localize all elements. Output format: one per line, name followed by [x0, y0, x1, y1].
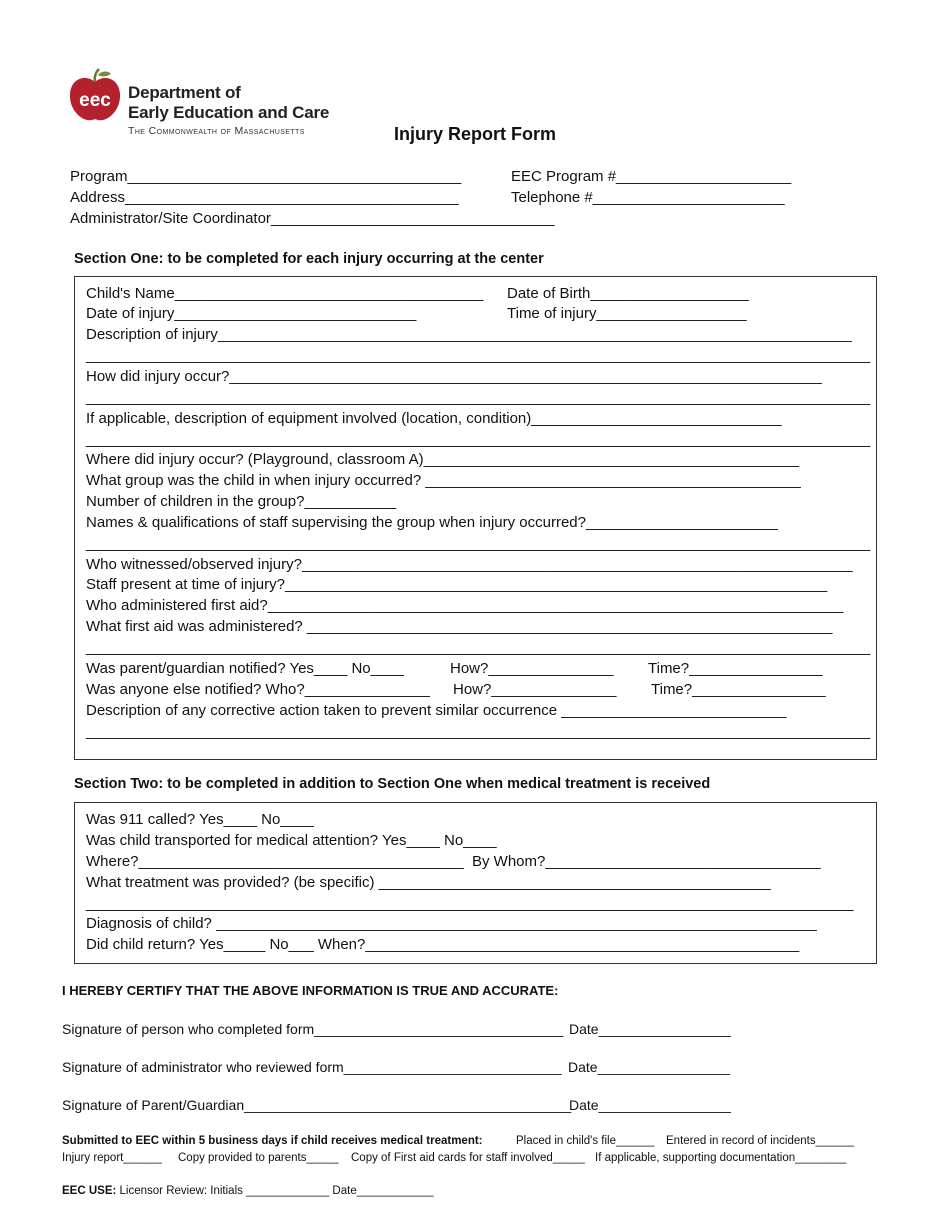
childs-name-field[interactable]: Child's Name_____________________________________	[86, 285, 484, 302]
treatment-continuation-line[interactable]: ____________________________________________________________________________________________	[86, 895, 854, 912]
supervising-staff-field[interactable]: Names & qualifications of staff supervising the group when injury occurred?_______________________	[86, 514, 778, 531]
date-of-birth-field[interactable]: Date of Birth___________________	[507, 285, 749, 302]
anyone-else-notified-field[interactable]: Was anyone else notified? Who?_______________	[86, 681, 430, 698]
program-field[interactable]: Program________________________________________	[70, 168, 462, 185]
logo-mark: eec	[79, 90, 111, 111]
signature-administrator-field[interactable]: Signature of administrator who reviewed form____________________________	[62, 1059, 562, 1075]
signature-parent-date-field[interactable]: Date_________________	[569, 1097, 731, 1113]
number-of-children-field[interactable]: Number of children in the group?___________	[86, 493, 397, 510]
entered-record-field[interactable]: Entered in record of incidents______	[666, 1135, 854, 1147]
description-continuation-line[interactable]: ______________________________________________________________________________________________	[86, 347, 871, 364]
how-injury-continuation-line[interactable]: ______________________________________________________________________________________________	[86, 389, 871, 406]
submission-checklist-label	[62, 1135, 483, 1147]
section-one-heading: Section One: to be completed for each injury occurring at the center	[74, 251, 544, 267]
logo-department: Department of	[128, 83, 241, 102]
logo-agency-name: Early Education and Care	[128, 103, 330, 122]
witnessed-injury-field[interactable]: Who witnessed/observed injury?__________________________________________________________________	[86, 556, 853, 573]
transported-field[interactable]: Was child transported for medical attention? Yes____ No____	[86, 832, 497, 849]
parent-notified-how-field[interactable]: How?_______________	[450, 660, 614, 677]
certification-statement: I HEREBY CERTIFY THAT THE ABOVE INFORMATION IS TRUE AND ACCURATE:	[62, 983, 559, 998]
staff-present-field[interactable]: Staff present at time of injury?_________________________________________________________________	[86, 576, 828, 593]
diagnosis-field[interactable]: Diagnosis of child? ________________________________________________________________________	[86, 915, 817, 932]
signature-parent-field[interactable]: Signature of Parent/Guardian__________________________________________	[62, 1097, 572, 1113]
anyone-else-how-field[interactable]: How?_______________	[453, 681, 617, 698]
child-group-field[interactable]: What group was the child in when injury occurred? _____________________________________________	[86, 472, 801, 489]
injury-report-check[interactable]: Injury report______	[62, 1152, 162, 1164]
licensor-review-field[interactable]: Licensor Review: Initials _____________ Date____________	[119, 1185, 434, 1197]
corrective-action-field[interactable]: Description of any corrective action taken to prevent similar occurrence ___________________________	[86, 702, 787, 719]
copy-to-parents-check[interactable]: Copy provided to parents_____	[178, 1152, 339, 1164]
description-of-injury-field[interactable]: Description of injury____________________________________________________________________________	[86, 326, 852, 343]
signature-administrator-date-field[interactable]: Date_________________	[568, 1059, 730, 1075]
treatment-provided-field[interactable]: What treatment was provided? (be specific) _______________________________________________	[86, 874, 771, 891]
eec-use-line	[62, 1185, 433, 1197]
signature-completed-by-field[interactable]: Signature of person who completed form________________________________	[62, 1021, 564, 1037]
first-aid-cards-check[interactable]: Copy of First aid cards for staff involved_____	[351, 1152, 585, 1164]
apple-logo-icon	[68, 68, 122, 124]
parent-notified-time-field[interactable]: Time?________________	[648, 660, 823, 677]
eec-program-number-field[interactable]: EEC Program #_____________________	[511, 168, 792, 185]
submission-label-text: Submitted to EEC within 5 business days if child receives medical treatment:	[62, 1135, 483, 1147]
where-injury-occurred-field[interactable]: Where did injury occur? (Playground, classroom A)_____________________________________________	[86, 451, 800, 468]
signature-completed-date-field[interactable]: Date_________________	[569, 1021, 731, 1037]
telephone-field[interactable]: Telephone #_______________________	[511, 189, 785, 206]
equipment-continuation-line[interactable]: ______________________________________________________________________________________________	[86, 431, 871, 448]
transported-by-whom-field[interactable]: By Whom?_________________________________	[472, 853, 821, 870]
date-of-injury-field[interactable]: Date of injury_____________________________	[86, 305, 417, 322]
first-aid-given-field[interactable]: What first aid was administered? _______________________________________________________________	[86, 618, 833, 635]
time-of-injury-field[interactable]: Time of injury__________________	[507, 305, 747, 322]
parent-notified-field[interactable]: Was parent/guardian notified? Yes____ No____	[86, 660, 405, 677]
corrective-action-continuation-line[interactable]: ______________________________________________________________________________________________	[86, 723, 871, 740]
first-aid-administrator-field[interactable]: Who administered first aid?_____________________________________________________________________	[86, 597, 844, 614]
supporting-docs-check[interactable]: If applicable, supporting documentation________	[595, 1152, 847, 1164]
first-aid-continuation-line[interactable]: ______________________________________________________________________________________________	[86, 639, 871, 656]
section-two-heading: Section Two: to be completed in addition to Section One when medical treatment is received	[74, 776, 711, 792]
administrator-field[interactable]: Administrator/Site Coordinator__________________________________	[70, 210, 555, 227]
eec-use-label: EEC USE:	[62, 1185, 117, 1197]
address-field[interactable]: Address________________________________________	[70, 189, 459, 206]
supervising-staff-continuation-line[interactable]: ______________________________________________________________________________________________	[86, 535, 871, 552]
logo-commonwealth: The Commonwealth of Massachusetts	[128, 125, 305, 137]
equipment-involved-field[interactable]: If applicable, description of equipment involved (location, condition)______________________________	[86, 410, 782, 427]
child-return-field[interactable]: Did child return? Yes_____ No___ When?____________________________________________________	[86, 936, 800, 953]
form-title: Injury Report Form	[393, 124, 556, 144]
how-injury-occurred-field[interactable]: How did injury occur?_______________________________________________________________________	[86, 368, 822, 385]
anyone-else-time-field[interactable]: Time?________________	[651, 681, 826, 698]
where-transported-field[interactable]: Where?_______________________________________	[86, 853, 464, 870]
placed-in-file-field[interactable]: Placed in child's file______	[516, 1135, 655, 1147]
911-called-field[interactable]: Was 911 called? Yes____ No____	[86, 811, 314, 828]
